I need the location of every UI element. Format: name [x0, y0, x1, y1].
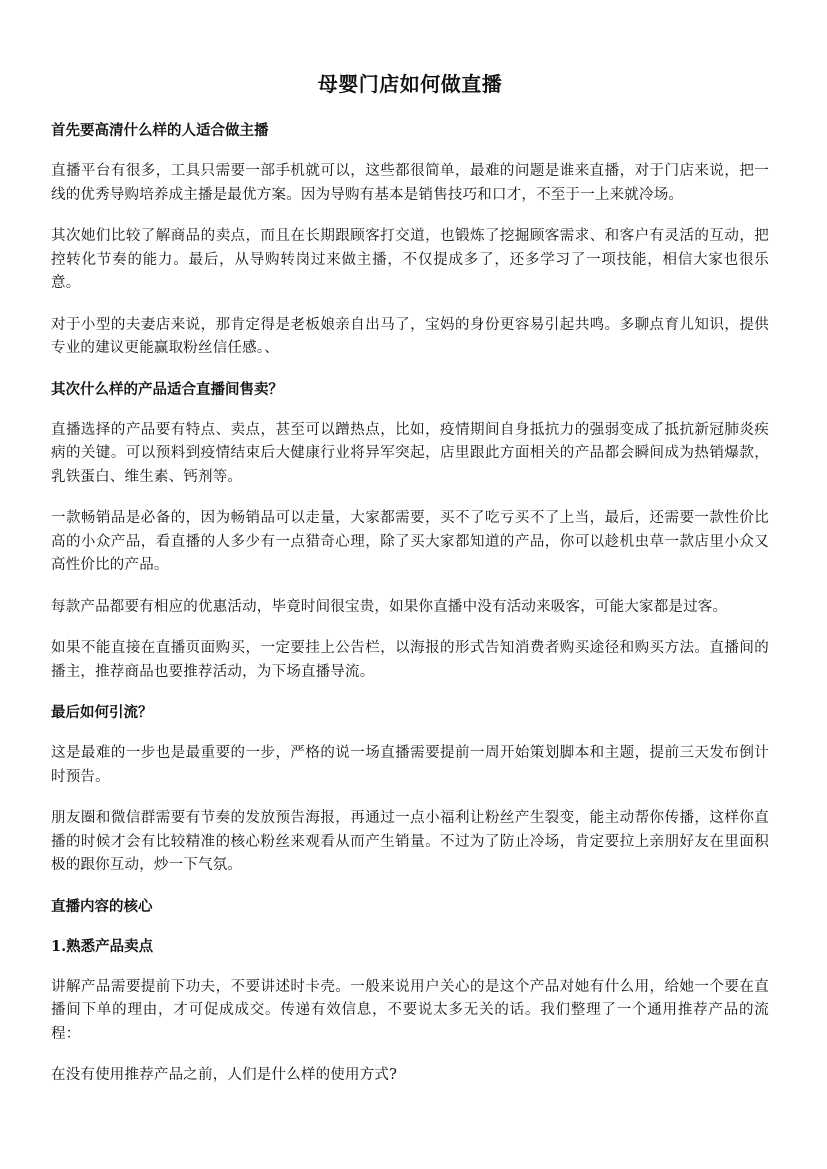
paragraph: 在没有使用推荐产品之前，人们是什么样的使用方式? [51, 1067, 398, 1083]
section-heading: 最后如何引流？ [51, 704, 153, 721]
paragraph: 直播选择的产品要有特点、卖点，甚至可以蹭热点，比如，疫情期间自身抵抗力的强弱变成了抵抗新冠肺炎疾病的关键。可以预料到疫情结束后大健康行业将异军突起，店里跟此方面相关的产品都会瞬间成为热销爆款，乳铁蛋白、维生素、钙剂等。 [51, 421, 769, 485]
document-title: 母婴门店如何做直播 [317, 72, 503, 96]
paragraph: 讲解产品需要提前下功夫，不要讲述时卡壳。一般来说用户关心的是这个产品对她有什么用，给她一个要在直播间下单的理由，才可促成成交。传递有效信息，不要说太多无关的话。我们整理了一个通用推荐产品的流程： [51, 978, 769, 1042]
section-product-selection [51, 379, 769, 685]
paragraph: 这是最难的一步也是最重要的一步，严格的说一场直播需要提前一周开始策划脚本和主题，提前三天发布倒计时预告。 [51, 745, 769, 785]
section-heading: 1.熟悉产品卖点 [51, 937, 154, 955]
section-heading: 首先要高清什么样的人适合做主播 [51, 122, 269, 139]
section-heading: 直播内容的核心 [51, 897, 153, 915]
paragraph: 朋友圈和微信群需要有节奏的发放预告海报，再通过一点小福利让粉丝产生裂变，能主动帮你传播，这样你直播的时候才会有比较精准的核心粉丝来观看从而产生销量。不过为了防止冷场，肯定要拉上亲朋好友在里面积极的跟你互动，炒一下气氛。 [51, 810, 769, 873]
paragraph: 一款畅销品是必备的，因为畅销品可以走量，大家都需要，买不了吃亏买不了上当，最后，还需要一款性价比高的小众产品，看直播的人多少有一点猎奇心理，除了买大家都知道的产品，你可以趁机虫草一款店里小众又高性价比的产品。 [51, 510, 769, 573]
section-product-knowledge [51, 936, 769, 1088]
paragraph: 每款产品都要有相应的优惠活动，毕竟时间很宝贵，如果你直播中没有活动来吸客，可能大家都是过客。 [51, 598, 728, 615]
section-host-selection [51, 120, 769, 361]
paragraph: 对于小型的夫妻店来说，那肯定得是老板娘亲自出马了，宝妈的身份更容易引起共鸣。多聊点育儿知识，提供专业的建议更能赢取粉丝信任感。、 [51, 316, 769, 356]
section-traffic [51, 702, 769, 878]
section-live-core [51, 896, 769, 918]
section-heading: 其次什么样的产品适合直播间售卖？ [51, 380, 283, 398]
paragraph: 如果不能直接在直播页面购买，一定要挂上公告栏，以海报的形式告知消费者购买途径和购买方法。直播间的播主，推荐商品也要推荐活动，为下场直播导流。 [51, 640, 769, 680]
paragraph: 直播平台有很多，工具只需要一部手机就可以，这些都很简单，最难的问题是谁来直播，对于门店来说，把一线的优秀导购培养成主播是最优方案。因为导购有基本是销售技巧和口才，不至于一上来就冷场。 [51, 163, 769, 203]
paragraph: 其次她们比较了解商品的卖点，而且在长期跟顾客打交道，也锻炼了挖掘顾客需求、和客户有灵活的互动，把控转化节奏的能力。最后，从导购转岗过来做主播，不仅提成多了，还多学习了一项技能，相信大家也很乐意。 [51, 228, 769, 291]
